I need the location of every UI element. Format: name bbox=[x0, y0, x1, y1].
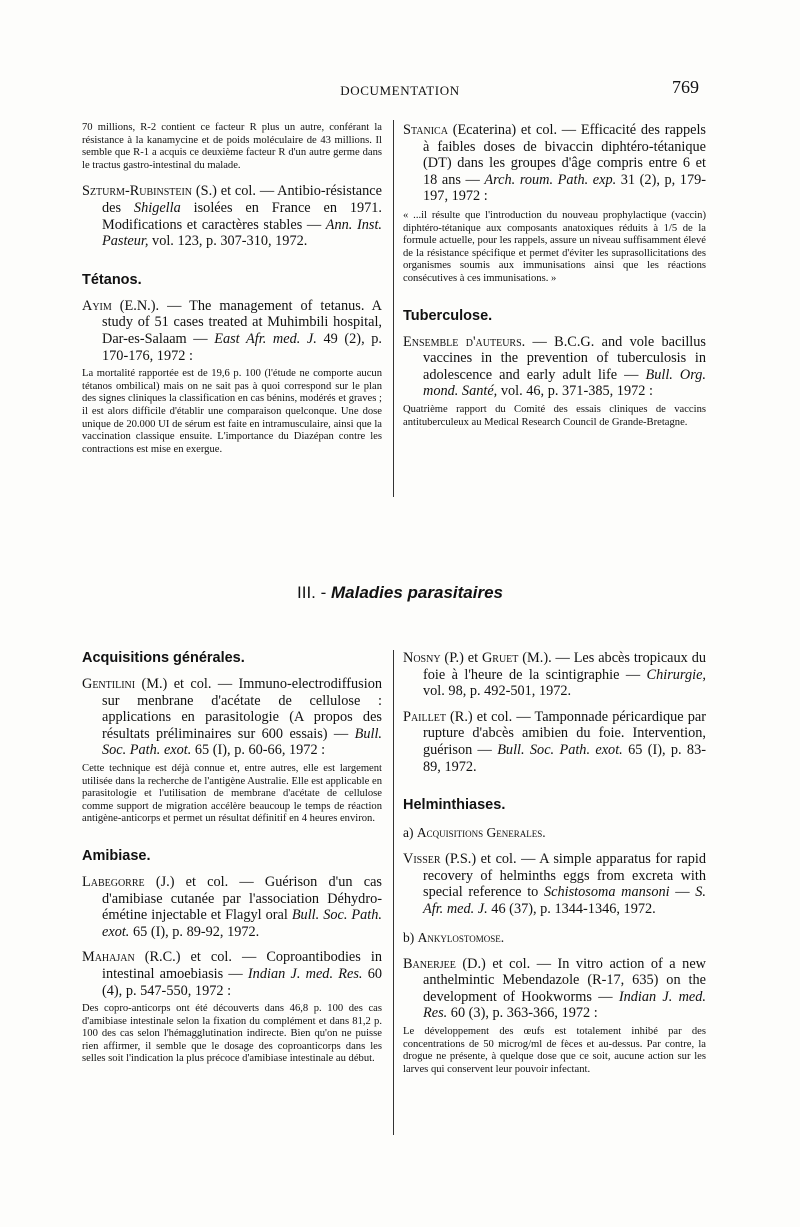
species: Schistosoma mansoni bbox=[544, 884, 670, 901]
ref-text: vol. 123, p. 307-310, 1972. bbox=[148, 233, 308, 250]
author: Paillet bbox=[403, 708, 446, 725]
author: Gentilini bbox=[82, 676, 136, 692]
summary-banerjee: Le développement des œufs est totalement inhibé par des concentrations de 50 microg/ml de fèces et au-dessus. Par contre, la drogue ne présente, à quelque dose que ce soit, aucune action sur les larves qui conservent leur pouvoir infectant. bbox=[403, 1025, 706, 1075]
author: Banerjee bbox=[403, 955, 456, 972]
reference-stanica bbox=[403, 122, 706, 205]
author: Stanica bbox=[403, 122, 448, 138]
author: Ensemble d'auteurs. bbox=[403, 333, 526, 350]
ref-text: (S.) et col. — Antibio-résistance des bbox=[102, 183, 382, 216]
journal: Indian J. med. Res. bbox=[423, 988, 706, 1022]
subheading-ankylostomose bbox=[403, 930, 706, 946]
ref-text: — B.C.G. and vole bacillus vaccines in the prevention of tuberculosis in adolescence and early adult life — bbox=[423, 333, 706, 383]
sub-label: Acquisitions Generales. bbox=[416, 825, 546, 841]
journal: S. Afr. med. J. bbox=[423, 884, 707, 917]
author: Ayim bbox=[82, 297, 112, 314]
ref-text: (Ecaterina) et col. — Efficacité des rappels à faibles doses de bivaccin diphtéro-tétanique (DT) dans les groupes d'âge compris entre 6 et 18 ans — bbox=[423, 122, 706, 188]
section-title-text: Maladies parasitaires bbox=[331, 583, 503, 602]
ref-text: (P.S.) et col. — A simple apparatus for rapid recovery of helminths eggs from excreta with special reference to bbox=[423, 851, 706, 901]
ref-text: (R.C.) et col. — Coproantibodies in intestinal amoebiasis — bbox=[102, 949, 382, 982]
author: Nosny bbox=[403, 650, 441, 666]
reference-banerjee bbox=[403, 956, 706, 1022]
author: Szturm-Rubinstein bbox=[82, 183, 193, 200]
ref-text: 65 (I), p. 60-66, 1972 : bbox=[191, 742, 326, 759]
heading-amibiase: Amibiase. bbox=[82, 847, 151, 864]
reference-visser bbox=[403, 851, 706, 917]
continuation-text: 70 millions, R-2 contient ce facteur R plus un autre, conférant la résistance à la kanamycine et de poids moléculaire de 43 millions. Il semble que R-1 a acquis ce deuxième facteur R d'un autre germe dans le tractus gastro-intestinal du malade. bbox=[82, 122, 382, 171]
author: Mahajan bbox=[82, 949, 135, 966]
journal: Chirurgie, bbox=[646, 666, 706, 683]
reference-mahajan bbox=[82, 949, 382, 999]
page-number: 769 bbox=[672, 77, 699, 97]
quote-stanica: « ...il résulte que l'introduction du nouveau prophylactique (vaccin) diphtéro-tétanique aux composants anatoxiques réduits à 1/5 de la formule actuelle, pour les rappels, assure un niveau suffisamment élevé de la résistance spécifique et permet d'éviter les suprasollicitations des organismes soumis aux immunisations ainsi que les réactions consécutives à ces immunisations. » bbox=[403, 209, 706, 284]
ref-text: (P.) et bbox=[440, 650, 482, 666]
ref-text: (R.) et col. — Tamponnade péricardique par rupture d'abcès amibien du foie. Intervention, guérison — bbox=[423, 708, 706, 758]
author: Gruet bbox=[481, 650, 519, 666]
reference-nosny bbox=[403, 650, 706, 700]
journal: Bull. Soc. Path. exot. bbox=[102, 907, 382, 940]
summary-ensemble: Quatrième rapport du Comité des essais cliniques de vaccins antituberculeux au Medical Research Council de Grande-Bretagne. bbox=[403, 403, 706, 428]
top-left-column bbox=[82, 122, 382, 456]
ref-text: 65 (I), p. 83-89, 1972. bbox=[423, 741, 706, 775]
reference-paillet bbox=[403, 709, 706, 775]
ref-text: 49 (2), p. 170-176, 1972 : bbox=[102, 330, 382, 364]
journal: Arch. roum. Path. exp. bbox=[484, 171, 617, 188]
journal: Bull. Org. mond. Santé, bbox=[423, 366, 706, 400]
author: Visser bbox=[403, 851, 441, 868]
running-header: DOCUMENTATION bbox=[340, 83, 460, 98]
reference-szturm bbox=[82, 183, 382, 249]
ref-text: (E.N.). — The management of tetanus. A study of 51 cases treated at Muhimbili hospital, Dar-es-Salaam — bbox=[102, 297, 382, 347]
ref-text: 65 (I), p. 89-92, 1972. bbox=[129, 923, 260, 940]
heading-acquisitions: Acquisitions générales. bbox=[82, 650, 245, 666]
column-divider bbox=[393, 120, 394, 497]
top-right-column bbox=[403, 122, 706, 429]
journal: Ann. Inst. Pasteur, bbox=[102, 216, 382, 250]
journal: Bull. Soc. Path. exot. bbox=[102, 725, 382, 759]
ref-text: 60 (4), p. 547-550, 1972 : bbox=[102, 965, 382, 999]
ref-text: 31 (2), p, 179-197, 1972 : bbox=[423, 171, 706, 205]
ref-text: vol. 98, p. 492-501, 1972. bbox=[423, 683, 572, 700]
subheading-acquisitions bbox=[403, 825, 706, 841]
journal: Bull. Soc. Path. exot. bbox=[497, 741, 623, 758]
bottom-left-column bbox=[82, 650, 382, 1066]
sub-prefix: b) bbox=[403, 929, 418, 945]
heading-tetanos: Tétanos. bbox=[82, 271, 142, 288]
sub-prefix: a) bbox=[403, 825, 417, 841]
reference-ensemble bbox=[403, 334, 706, 400]
ref-text: (M.). — Les abcès tropicaux du foie à l'heure de la scintigraphie — bbox=[423, 650, 706, 683]
ref-text: isolées en France en 1971. Modifications et caractères stables — bbox=[102, 199, 382, 233]
summary-ayim: La mortalité rapportée est de 19,6 p. 100 (l'étude ne comporte aucun tétanos ombilical) mais on ne sait pas à quoi correspond sur le plan des signes cliniques la classification en cas bénins, modérés et graves ; il est alors difficile d'établir une comparaison quelconque. Une dose unique de 20.000 UI de sérum est faite en intramusculaire, ainsi que la vaccination classique ensuite. L'importance du Diazépan contre les contractions est mise en exergue. bbox=[82, 368, 382, 455]
sub-label: Ankylostomose. bbox=[417, 929, 505, 945]
heading-tuberculose: Tuberculose. bbox=[403, 307, 493, 324]
journal: East Afr. med. J. bbox=[214, 330, 317, 347]
section-numeral: III. - bbox=[297, 583, 331, 602]
heading-helminthiases: Helminthiases. bbox=[403, 797, 506, 814]
author: Labegorre bbox=[82, 873, 145, 890]
reference-labegorre bbox=[82, 874, 382, 940]
ref-text: vol. 46, p. 371-385, 1972 : bbox=[497, 383, 653, 400]
ref-text: (M.) et col. — Immuno-electrodiffusion sur menbrane d'acétate de cellulose : applications en parasitologie (A propos des résultats préliminaires sur 600 essais) — bbox=[102, 676, 382, 742]
section-title bbox=[0, 583, 800, 603]
species: Shigella bbox=[133, 199, 181, 216]
ref-text: (J.) et col. — Guérison d'un cas d'amibiase cutanée par l'association Déhydro-émétine injectable et Flagyl oral bbox=[102, 873, 382, 924]
ref-text: (D.) et col. — In vitro action of a new anthelmintic Mebendazole (R-17, 635) on the development of Hookworms — bbox=[423, 955, 706, 1005]
ref-text: 46 (37), p. 1344-1346, 1972. bbox=[487, 900, 656, 917]
summary-gentilini: Cette technique est déjà connue et, entre autres, elle est largement utilisée dans la recherche de l'antigène Australie. Elle est applicable en parasitologie et l'utilisation de membrane d'acétate de cellulose comme support de migration accélère beaucoup le temps de réaction antigène-anticorps et permet un résultat définitif en 4 heures environ. bbox=[82, 762, 382, 825]
reference-gentilini bbox=[82, 676, 382, 759]
reference-ayim bbox=[82, 298, 382, 364]
ref-text: 60 (3), p. 363-366, 1972 : bbox=[447, 1005, 598, 1022]
column-divider bbox=[393, 650, 394, 1135]
ref-text: — bbox=[669, 884, 696, 901]
bottom-right-column bbox=[403, 650, 706, 1076]
journal: Indian J. med. Res. bbox=[247, 965, 363, 982]
summary-mahajan: Des copro-anticorps ont été découverts dans 46,8 p. 100 des cas d'amibiase intestinale selon la fixation du complément et dans 81,2 p. 100 des cas selon l'hémagglutination indirecte. Bien qu'on ne puisse rien affirmer, il semble que le dosage des coproanticorps dans les selles soit l'indication la plus précoce d'amibiase intestinale au début. bbox=[82, 1003, 382, 1065]
